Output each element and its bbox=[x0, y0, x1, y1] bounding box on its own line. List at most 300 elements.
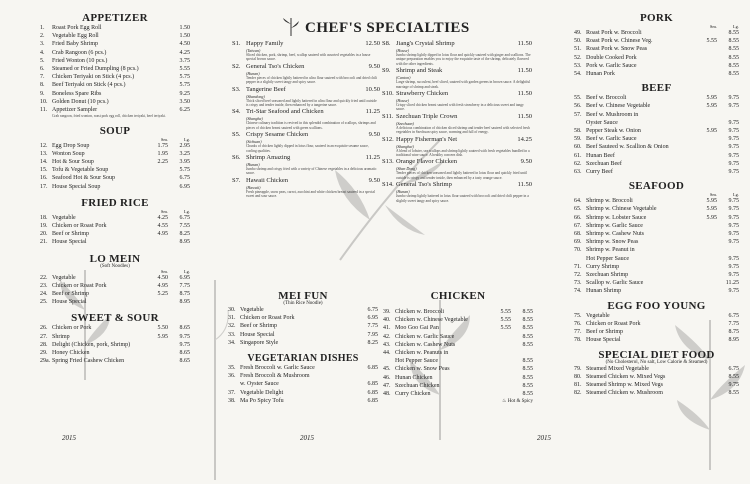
item-price: 7.75 bbox=[367, 323, 378, 330]
item-number: 20. bbox=[40, 231, 48, 238]
menu-item bbox=[574, 127, 739, 135]
chef-special-item bbox=[382, 67, 532, 89]
item-price-small bbox=[695, 29, 717, 37]
item-region: (Shangha) bbox=[246, 116, 263, 122]
item-number: 44. bbox=[383, 350, 391, 357]
year-label: 2015 bbox=[300, 434, 314, 442]
chef-special-row bbox=[382, 90, 532, 98]
item-number: 75. bbox=[574, 312, 582, 319]
menu-item bbox=[383, 316, 533, 324]
item-name: Hot & Sour Soup bbox=[52, 159, 94, 166]
item-name: Crispy Sesame Chicken bbox=[246, 131, 309, 139]
item-price-large: 8.25 bbox=[179, 231, 190, 238]
item-price-small: 4.95 bbox=[157, 282, 168, 289]
menu-item bbox=[40, 106, 190, 114]
item-number: 46. bbox=[383, 374, 391, 381]
item-description: Crispy sliced chicken breast sauteed with fresh strawberry in a delicious sweet and tangy sauce. bbox=[396, 103, 524, 112]
item-price-large: 9.75 bbox=[728, 263, 739, 270]
item-number: S2. bbox=[232, 62, 241, 70]
item-number: 15. bbox=[40, 167, 48, 174]
item-price-small bbox=[695, 246, 717, 254]
item-name: Wonton Soup bbox=[52, 150, 85, 157]
menu-item bbox=[40, 324, 190, 332]
item-name: Hunan Pork bbox=[586, 71, 615, 78]
item-number: 67. bbox=[574, 222, 582, 229]
chef-special-row bbox=[232, 40, 380, 48]
item-price-small: 5.25 bbox=[157, 291, 168, 298]
item-number: 70. bbox=[574, 247, 582, 254]
item-number: 21. bbox=[40, 239, 48, 246]
item-number: 4. bbox=[40, 49, 45, 56]
fried-rice-list bbox=[40, 214, 190, 247]
item-number bbox=[383, 357, 395, 365]
item-number: S8. bbox=[382, 40, 391, 47]
item-price: 9.50 bbox=[368, 131, 380, 139]
item-region: (House) bbox=[396, 48, 409, 53]
bamboo-stem-icon bbox=[200, 280, 230, 480]
item-name: Egg Drop Soup bbox=[52, 142, 90, 149]
chef-special-item bbox=[232, 108, 380, 130]
item-name: Beef w. Garlic Sauce bbox=[586, 136, 637, 143]
menu-item bbox=[40, 282, 190, 290]
item-number: 10. bbox=[40, 98, 48, 105]
item-name: Chicken w. Garlic Sauce bbox=[395, 333, 455, 340]
item-name: Spring Fried Cashew Chicken bbox=[52, 358, 125, 365]
item-name: Beef or Shrimp bbox=[52, 291, 89, 298]
menu-item bbox=[40, 166, 190, 174]
item-description: A blend of lobster, sea scallops and shrimp lightly sauteed with fresh vegetables bundled in a traditional wine sauce. A healthy concern dish. bbox=[396, 148, 530, 158]
item-price-large: 9.75 bbox=[728, 152, 739, 159]
item-number: 37. bbox=[228, 389, 236, 396]
chef-special-item bbox=[232, 154, 380, 176]
item-name: Chicken w. Cashew Nuts bbox=[395, 341, 456, 348]
item-number: 76. bbox=[574, 320, 582, 327]
item-price: 5.55 bbox=[179, 66, 190, 73]
item-price: 5.75 bbox=[179, 74, 190, 81]
menu-item bbox=[574, 102, 739, 110]
item-price-small bbox=[695, 263, 717, 271]
item-region: (Canton) bbox=[396, 75, 411, 81]
item-price-large: 9.75 bbox=[728, 288, 739, 295]
item-number: S12. bbox=[382, 135, 394, 143]
item-number: S9. bbox=[382, 67, 391, 75]
item-number: 71. bbox=[574, 263, 582, 270]
chef-special-row bbox=[232, 63, 380, 71]
chicken-list bbox=[383, 308, 533, 398]
item-region: (Shan Dong) bbox=[396, 166, 417, 172]
chicken-section bbox=[383, 290, 533, 404]
item-name: w. Oyster Sauce bbox=[240, 381, 279, 388]
item-name: Szechuan Chicken bbox=[395, 382, 440, 389]
item-price-large: 9.75 bbox=[728, 222, 739, 229]
item-price-large: 6.75 bbox=[179, 175, 190, 182]
menu-item bbox=[383, 341, 533, 349]
item-number: 45. bbox=[383, 366, 391, 373]
item-number: 40. bbox=[383, 317, 391, 324]
menu-item bbox=[574, 94, 739, 102]
item-price: 12.50 bbox=[365, 40, 380, 47]
right-column bbox=[574, 12, 739, 397]
item-number: 2. bbox=[40, 33, 45, 40]
menu-item bbox=[40, 40, 190, 48]
beef-list bbox=[574, 94, 739, 176]
item-price-large: 8.55 bbox=[522, 317, 533, 324]
item-name: Double Cooked Pork bbox=[586, 54, 637, 61]
chef-special-row bbox=[382, 158, 532, 166]
item-name: Vegetable bbox=[586, 312, 610, 319]
item-price-large: 2.95 bbox=[179, 142, 190, 149]
item-price-small: 5.95 bbox=[706, 198, 717, 205]
item-name: Singapore Style bbox=[240, 339, 279, 346]
appetizer-heading: APPETIZER bbox=[82, 12, 148, 24]
item-description: Chunks of chicken lightly dipped in lotus flour, sauteed in an exquisite sesame sauce, cooling qualities. bbox=[246, 144, 369, 153]
item-price-small: 2.25 bbox=[157, 159, 168, 166]
menu-item bbox=[40, 349, 190, 357]
item-price: 1.50 bbox=[179, 33, 190, 40]
item-number bbox=[574, 255, 586, 263]
item-price-large: 11.25 bbox=[725, 280, 739, 287]
item-number: 59. bbox=[574, 136, 582, 143]
item-price-large: 9.75 bbox=[728, 144, 739, 151]
item-name: House Special bbox=[52, 239, 87, 246]
item-price-large: 9.75 bbox=[728, 272, 739, 279]
item-price-small: 5.55 bbox=[500, 325, 511, 332]
vegetarian-list bbox=[228, 364, 378, 405]
item-name: Vegetable bbox=[52, 214, 76, 221]
item-name: Shrimp w. Garlic Sauce bbox=[586, 222, 643, 229]
menu-item bbox=[40, 274, 190, 282]
item-price-small bbox=[695, 70, 717, 78]
menu-item bbox=[40, 238, 190, 246]
menu-item bbox=[40, 158, 190, 166]
item-number: 22. bbox=[40, 274, 48, 281]
menu-item bbox=[228, 364, 378, 372]
item-region: (Szechuan) bbox=[396, 120, 414, 126]
item-name: Beef w. Broccoli bbox=[586, 95, 627, 102]
item-price: 11.25 bbox=[365, 108, 380, 116]
menu-item bbox=[574, 373, 739, 381]
item-price-small bbox=[695, 143, 717, 151]
item-price-small: 5.95 bbox=[706, 206, 717, 213]
item-region: (Hunan) bbox=[246, 70, 260, 76]
chef-special-item bbox=[382, 181, 532, 203]
item-price-small bbox=[146, 174, 168, 182]
chef-specialties-left bbox=[232, 40, 380, 200]
item-price-small bbox=[489, 349, 511, 357]
menu-item bbox=[574, 246, 739, 254]
item-region: (House) bbox=[396, 98, 409, 104]
item-description: Chinese culinary tradition is revived in this splendid combination of scallops, shrimps and pieces of chicken breast sauteed with green scallions. bbox=[246, 121, 376, 130]
seafood-size-header: Sm. Lg. bbox=[709, 192, 739, 198]
item-region: (Hunan) bbox=[396, 189, 410, 195]
chef-special-row bbox=[382, 113, 532, 121]
item-price-small: 1.95 bbox=[157, 150, 168, 157]
item-name: House Special bbox=[586, 337, 621, 344]
item-name: Fresh Broccoli & Mushroom bbox=[240, 373, 310, 380]
item-price-large: 8.55 bbox=[728, 54, 739, 61]
item-price-large bbox=[511, 349, 533, 357]
menu-item bbox=[383, 349, 533, 357]
menu-item bbox=[383, 365, 533, 373]
menu-item bbox=[40, 357, 190, 365]
item-region: (Sichuan) bbox=[246, 139, 262, 145]
item-price-large: 8.55 bbox=[728, 38, 739, 45]
sweet-sour-list bbox=[40, 324, 190, 365]
item-price: 8.55 bbox=[728, 373, 739, 380]
menu-item bbox=[574, 214, 739, 222]
menu-item bbox=[40, 341, 190, 349]
item-name: Curry Beef bbox=[586, 169, 613, 176]
item-name: General Tso's Chicken bbox=[246, 62, 305, 70]
item-number: 38. bbox=[228, 397, 236, 404]
item-name: Vegetable Delight bbox=[240, 389, 284, 396]
menu-item bbox=[383, 374, 533, 382]
item-price-large: 9.75 bbox=[179, 333, 190, 340]
item-price-small: 4.95 bbox=[157, 231, 168, 238]
appetizer-list bbox=[40, 24, 190, 114]
item-price-small bbox=[146, 166, 168, 174]
item-price-small bbox=[695, 54, 717, 62]
item-price-large: 8.55 bbox=[728, 30, 739, 36]
item-price-small bbox=[146, 349, 168, 357]
item-description: A delicious combination of chicken sliced shrimp and tender beef sauteed with selected fresh vegetables in Szechuan spicy sauce, warming and full of energy. bbox=[396, 125, 530, 135]
special-diet-heading: SPECIAL DIET FOOD bbox=[598, 348, 715, 361]
chef-special-item bbox=[382, 136, 532, 158]
item-price-small bbox=[695, 279, 717, 287]
item-price: 6.75 bbox=[728, 312, 739, 319]
menu-item bbox=[40, 90, 190, 98]
item-number: 65. bbox=[574, 206, 582, 213]
mei-fun-heading: MEI FUN bbox=[278, 290, 328, 302]
item-price-small: 1.75 bbox=[157, 142, 168, 149]
item-price-small: 5.95 bbox=[706, 214, 717, 221]
item-price: 4.50 bbox=[179, 41, 190, 48]
item-name: Beef or Shrimp bbox=[240, 323, 277, 330]
menu-item bbox=[574, 135, 739, 143]
item-number: 50. bbox=[574, 38, 582, 45]
item-name: Chicken w. Chinese Vegetable bbox=[395, 317, 468, 324]
item-price-large: 6.75 bbox=[179, 214, 190, 221]
item-name: Shrimp w. Snow Peas bbox=[586, 239, 639, 246]
item-description: Sliced chicken, pork, shrimp, beef, scallop sauteed with assorted vegetables in a house special brown sauce. bbox=[246, 53, 371, 62]
item-name: Boneless Spare Ribs bbox=[52, 90, 102, 97]
item-price-large: 7.55 bbox=[179, 223, 190, 230]
chef-special-item bbox=[382, 158, 532, 180]
menu-item bbox=[40, 73, 190, 81]
item-name: Fresh Broccoli w. Garlic Sauce bbox=[240, 365, 315, 372]
sweet-sour-heading: SWEET & SOUR bbox=[71, 312, 159, 325]
item-price-small bbox=[146, 238, 168, 246]
menu-item bbox=[40, 142, 190, 150]
item-price-large: 6.95 bbox=[179, 183, 190, 190]
item-price-large: 9.75 bbox=[728, 103, 739, 110]
menu-item bbox=[574, 381, 739, 389]
item-name: Shrimp and Steak bbox=[396, 67, 443, 75]
special-diet-subtitle: (No Cholesterol, No salt, Low Calorie & Steamed) bbox=[605, 359, 708, 365]
item-description: Jumbo shrimp lightly dipped in lotus flour and quickly sauteed with ginger and scallions. The unique preparation enables you to enjoy the exquisite taste of the shrimp, delicately flavored with the other ingredients. bbox=[396, 53, 531, 66]
item-region: (Shanghai) bbox=[396, 143, 414, 149]
item-name: Hunan Chicken bbox=[395, 374, 433, 381]
item-price-large bbox=[717, 246, 739, 254]
item-name: Beef or Shrimp bbox=[586, 329, 623, 336]
chef-special-row bbox=[382, 181, 532, 189]
item-price-large: 8.55 bbox=[522, 391, 533, 398]
item-name: Scallop w. Garlic Sauce bbox=[586, 280, 644, 287]
item-price-small bbox=[489, 374, 511, 382]
item-price-large: 8.55 bbox=[728, 62, 739, 69]
menu-item bbox=[574, 152, 739, 160]
item-price: 11.50 bbox=[517, 40, 532, 47]
item-price-large: 3.25 bbox=[179, 150, 190, 157]
item-name: Pepper Steak w. Onion bbox=[586, 128, 641, 135]
menu-item bbox=[40, 98, 190, 106]
menu-item bbox=[40, 49, 190, 57]
item-price-large: 8.55 bbox=[728, 46, 739, 53]
item-number: 69. bbox=[574, 239, 582, 246]
menu-item bbox=[574, 389, 739, 397]
item-number: 60. bbox=[574, 144, 582, 151]
soup-list bbox=[40, 142, 190, 191]
menu-item bbox=[574, 271, 739, 279]
chef-special-item bbox=[232, 40, 380, 62]
pork-size-header: Sm. Lg. bbox=[709, 24, 739, 29]
item-price-small: 5.55 bbox=[706, 38, 717, 45]
mei-fun-list bbox=[228, 306, 378, 347]
menu-item bbox=[40, 298, 190, 306]
item-name: House Special Soup bbox=[52, 183, 101, 190]
item-price-large: 9.75 bbox=[728, 239, 739, 246]
item-price: 11.50 bbox=[517, 67, 532, 75]
item-number: 62. bbox=[574, 160, 582, 167]
menu-item bbox=[574, 320, 739, 328]
menu-item bbox=[574, 62, 739, 70]
item-number: 1. bbox=[40, 25, 45, 31]
item-number: S5. bbox=[232, 131, 241, 139]
chef-specialties-right bbox=[382, 40, 532, 204]
chili-icon: ♨ bbox=[501, 399, 508, 405]
item-name: Moo Goo Gai Pan bbox=[395, 325, 439, 332]
item-number: 55. bbox=[574, 95, 582, 102]
item-price bbox=[356, 372, 378, 380]
item-number: 77. bbox=[574, 329, 582, 336]
item-number: 64. bbox=[574, 198, 582, 205]
lo-mein-heading: LO MEIN bbox=[89, 252, 141, 265]
item-description: Tender pieces of chicken seasoned and lightly battered in lotus flour and quickly fried until outside is crispy and tender inside, then enhanced by a tasty orange sauce. bbox=[396, 171, 527, 180]
item-price-small: 5.95 bbox=[706, 128, 717, 135]
item-price-small bbox=[695, 168, 717, 176]
menu-item bbox=[40, 222, 190, 230]
menu-item bbox=[574, 45, 739, 53]
item-price: 11.50 bbox=[517, 181, 532, 189]
chef-special-row bbox=[382, 136, 532, 144]
chef-special-row bbox=[232, 154, 380, 162]
item-region: (Hunan) bbox=[246, 162, 260, 168]
chef-special-item bbox=[232, 177, 380, 199]
menu-item bbox=[574, 70, 739, 78]
item-price: 9.75 bbox=[728, 381, 739, 388]
item-price: 14.25 bbox=[517, 135, 532, 143]
item-price-large: 8.65 bbox=[179, 358, 190, 365]
item-price-small: 4.55 bbox=[157, 223, 168, 230]
egg-foo-young-heading: EGG FOO YOUNG bbox=[607, 299, 706, 312]
item-price-small bbox=[146, 341, 168, 349]
item-price: 9.25 bbox=[179, 90, 190, 97]
item-name: Beef or Shrimp bbox=[52, 231, 89, 238]
item-name: Chicken or Pork bbox=[52, 325, 92, 332]
item-price-small bbox=[695, 287, 717, 295]
item-number: 42. bbox=[383, 333, 391, 340]
item-name: Shrimp bbox=[52, 333, 70, 340]
item-number: 23. bbox=[40, 282, 48, 289]
soup-size-header: Sm. Lg. bbox=[160, 136, 190, 142]
item-number: 25. bbox=[40, 299, 48, 306]
item-number: 54. bbox=[574, 71, 582, 78]
item-name: Fried Wonton (10 pcs.) bbox=[52, 57, 108, 64]
item-price-large: 8.55 bbox=[522, 309, 533, 315]
item-name: Hot Pepper Sauce bbox=[586, 255, 629, 262]
item-number: 17. bbox=[40, 183, 48, 190]
item-name: Hunan Beef bbox=[586, 152, 615, 159]
item-price: 3.75 bbox=[179, 57, 190, 64]
menu-item bbox=[383, 333, 533, 341]
menu-item bbox=[574, 205, 739, 213]
item-name: Shrimp w. Broccoli bbox=[586, 198, 633, 205]
item-number: 16. bbox=[40, 175, 48, 182]
item-price-small: 5.55 bbox=[500, 309, 511, 315]
item-number: 74. bbox=[574, 288, 582, 295]
item-price-large: 8.55 bbox=[522, 366, 533, 373]
item-number bbox=[228, 380, 240, 388]
item-name: Shrimp w. Chinese Vegetable bbox=[586, 206, 657, 213]
item-name: House Special bbox=[240, 331, 275, 338]
item-name: Szechuan Shrimp bbox=[586, 272, 629, 279]
fried-rice-size-header: Sm. Lg. bbox=[160, 208, 190, 214]
item-number: 12. bbox=[40, 142, 48, 149]
menu-item bbox=[574, 37, 739, 45]
menu-item bbox=[574, 119, 739, 127]
beef-heading: BEEF bbox=[641, 82, 672, 95]
item-price-small bbox=[695, 271, 717, 279]
item-name: General Tso's Shrimp bbox=[396, 181, 452, 189]
soup-heading: SOUP bbox=[99, 124, 131, 137]
item-description: Tender pieces of chicken lightly battered in ultra flour sauteed with broccoli and dried chili pepper in a slightly sweet tangy and spicy sauce. bbox=[246, 75, 377, 85]
item-price: 6.25 bbox=[179, 107, 190, 114]
item-price-small bbox=[695, 111, 717, 119]
menu-item bbox=[40, 290, 190, 298]
item-price-large: 8.75 bbox=[179, 291, 190, 298]
item-number: 34. bbox=[228, 339, 236, 346]
item-price-small bbox=[489, 365, 511, 373]
item-price-small bbox=[489, 357, 511, 365]
menu-item bbox=[574, 168, 739, 176]
item-price: 6.85 bbox=[367, 365, 378, 372]
item-price: 6.85 bbox=[367, 389, 378, 396]
item-number: 53. bbox=[574, 62, 582, 69]
menu-item bbox=[228, 372, 378, 380]
item-name: Steamed Shrimp w. Mixed Vegs bbox=[586, 381, 663, 388]
item-price-large: 9.75 bbox=[728, 231, 739, 238]
item-name: Szechuan Beef bbox=[586, 160, 622, 167]
egg-foo-young-list bbox=[574, 312, 739, 345]
chef-special-item bbox=[232, 63, 380, 85]
menu-item bbox=[574, 29, 739, 37]
item-price: 10.50 bbox=[365, 85, 380, 93]
item-number: 35. bbox=[228, 365, 236, 372]
item-number: 29a. bbox=[40, 358, 51, 365]
item-price-small: 4.50 bbox=[157, 274, 168, 281]
menu-item bbox=[383, 357, 533, 365]
item-name: Golden Donut (10 pcs.) bbox=[52, 98, 109, 105]
